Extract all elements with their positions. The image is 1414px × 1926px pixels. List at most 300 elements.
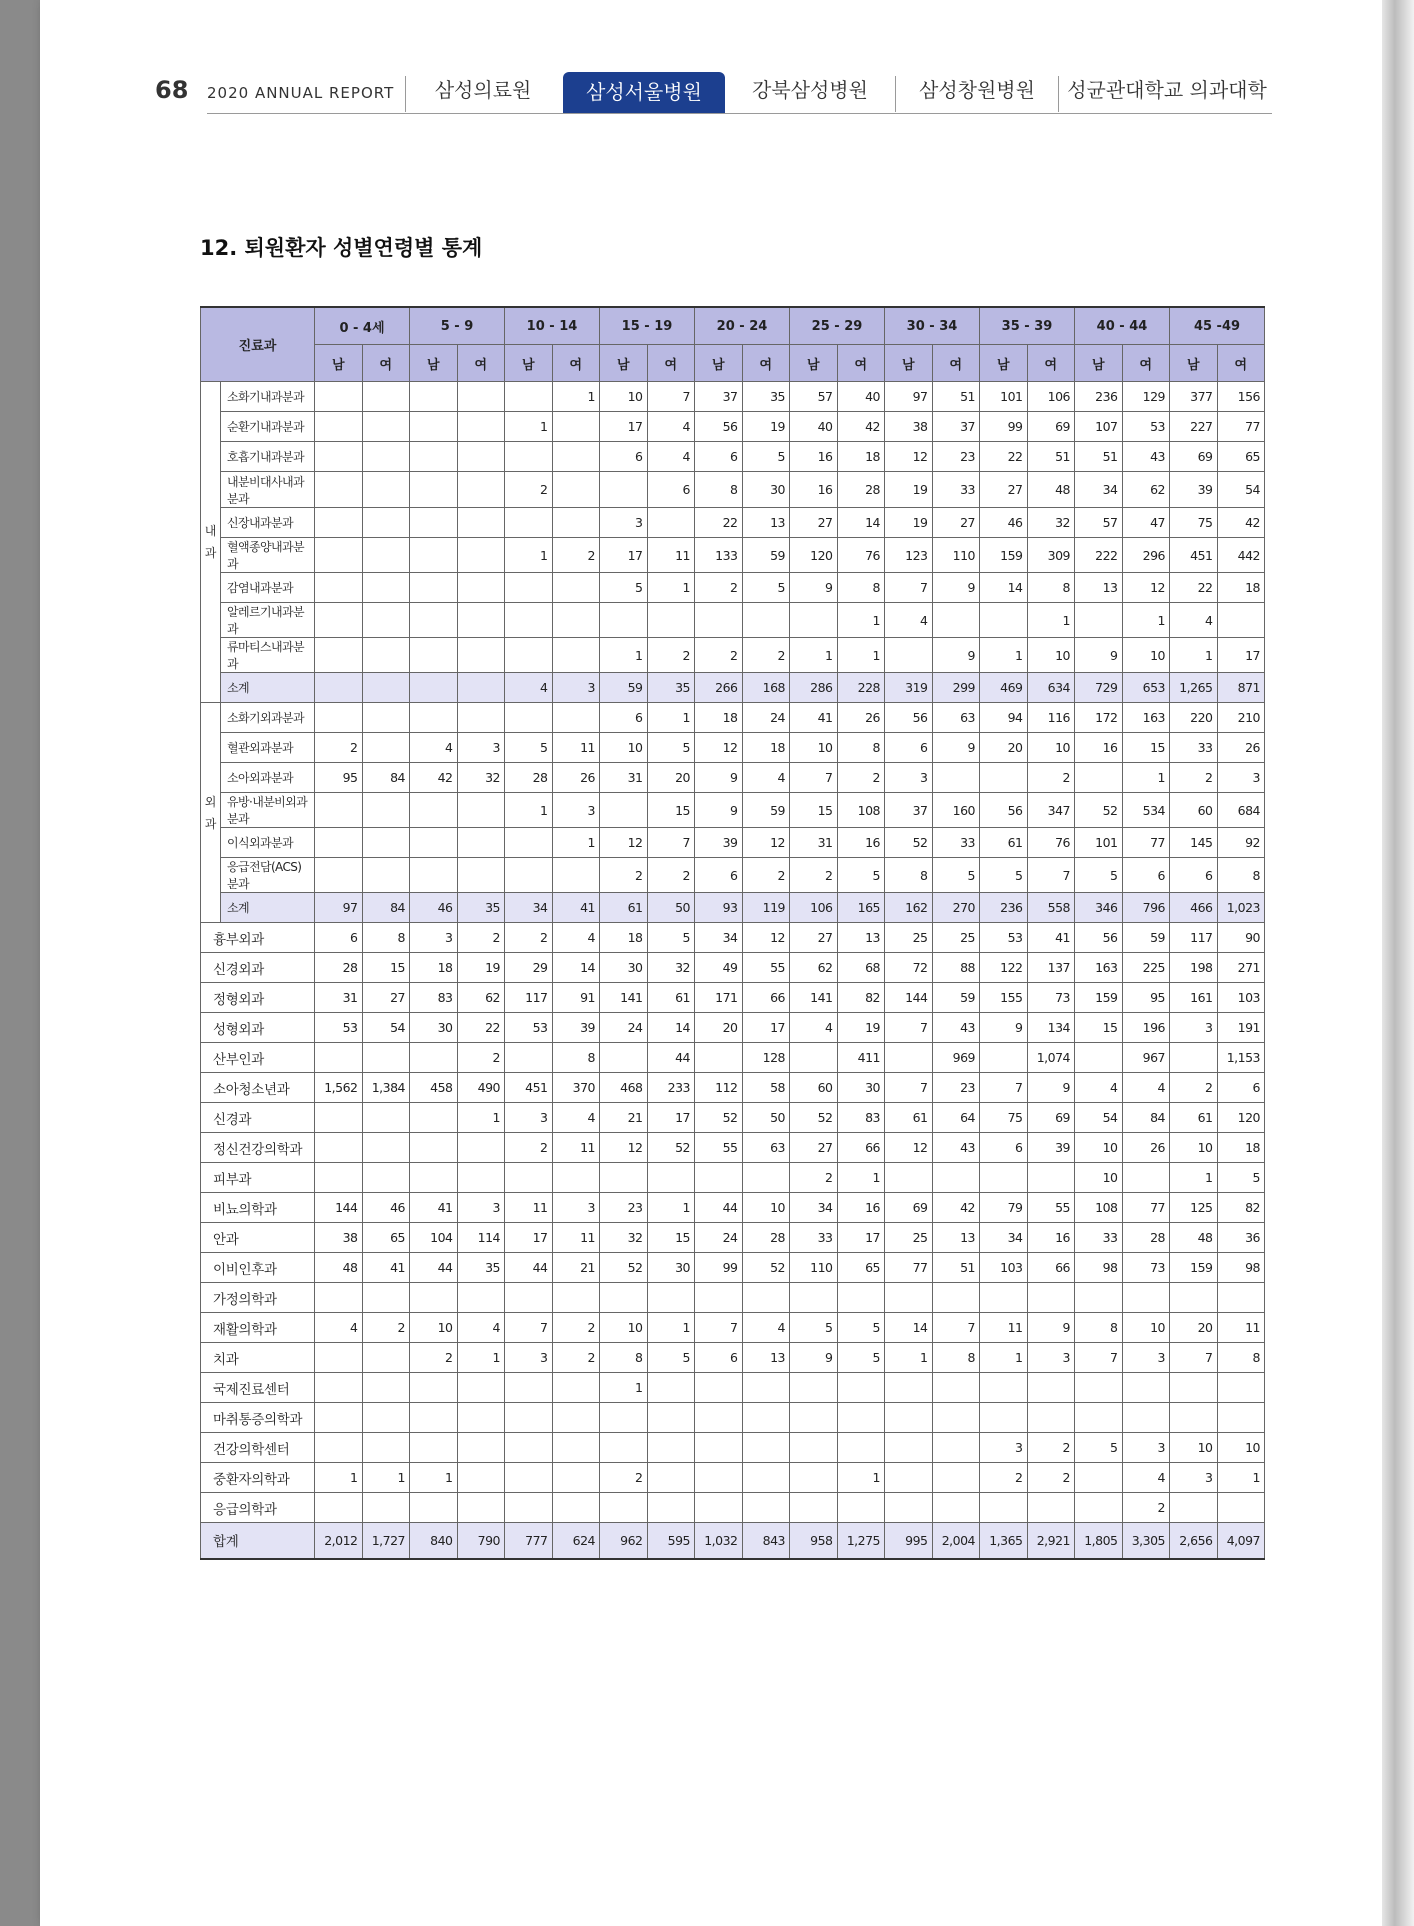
value-cell: 7	[980, 1073, 1028, 1103]
value-cell	[362, 1043, 410, 1073]
age-group-header: 45 -49	[1170, 307, 1265, 345]
value-cell	[552, 1373, 600, 1403]
value-cell: 52	[742, 1253, 790, 1283]
value-cell	[552, 573, 600, 603]
value-cell	[362, 412, 410, 442]
value-cell	[410, 573, 458, 603]
value-cell	[457, 1433, 505, 1463]
dept-name: 응급의학과	[201, 1493, 315, 1523]
value-cell: 840	[410, 1523, 458, 1559]
age-group-header: 10 - 14	[505, 307, 600, 345]
value-cell: 1	[1122, 603, 1170, 638]
value-cell	[552, 1493, 600, 1523]
value-cell: 2,656	[1170, 1523, 1218, 1559]
value-cell: 10	[1170, 1133, 1218, 1163]
value-cell: 9	[790, 573, 838, 603]
value-cell: 40	[837, 382, 885, 412]
value-cell: 18	[410, 953, 458, 983]
value-cell	[980, 1403, 1028, 1433]
value-cell	[362, 472, 410, 508]
value-cell: 225	[1122, 953, 1170, 983]
value-cell: 12	[695, 733, 743, 763]
value-cell	[410, 673, 458, 703]
value-cell	[695, 1043, 743, 1073]
value-cell	[647, 1463, 695, 1493]
value-cell: 59	[932, 983, 980, 1013]
table-row	[201, 1223, 1265, 1253]
value-cell	[885, 1403, 933, 1433]
tab-kangbuk-samsung-hospital[interactable]: 강북삼성병원	[752, 78, 868, 102]
value-cell: 38	[315, 1223, 363, 1253]
dept-name: 이비인후과	[201, 1253, 315, 1283]
dept-name: 신장내과분과	[221, 508, 315, 538]
value-cell	[932, 603, 980, 638]
value-cell	[837, 1433, 885, 1463]
value-cell: 110	[932, 538, 980, 573]
dept-name: 건강의학센터	[201, 1433, 315, 1463]
value-cell	[362, 1403, 410, 1433]
value-cell	[362, 382, 410, 412]
value-cell	[410, 442, 458, 472]
value-cell	[362, 1103, 410, 1133]
value-cell	[552, 603, 600, 638]
value-cell: 2	[505, 923, 553, 953]
value-cell: 35	[457, 893, 505, 923]
value-cell: 7	[885, 1013, 933, 1043]
value-cell: 20	[1170, 1313, 1218, 1343]
value-cell: 8	[1075, 1313, 1123, 1343]
table-row	[201, 858, 1265, 893]
header-separator	[405, 76, 406, 112]
value-cell: 112	[695, 1073, 743, 1103]
value-cell	[315, 1493, 363, 1523]
value-cell: 1	[837, 1463, 885, 1493]
value-cell: 11	[505, 1193, 553, 1223]
value-cell: 469	[980, 673, 1028, 703]
value-cell	[362, 508, 410, 538]
value-cell	[457, 1163, 505, 1193]
value-cell: 65	[1217, 442, 1265, 472]
value-cell: 1	[315, 1463, 363, 1493]
tab-samsung-medical-center[interactable]: 삼성의료원	[434, 78, 532, 102]
value-cell	[790, 1433, 838, 1463]
header-rule	[207, 113, 1272, 114]
value-cell	[410, 828, 458, 858]
dept-name: 가정의학과	[201, 1283, 315, 1313]
value-cell	[790, 603, 838, 638]
value-cell: 10	[600, 1313, 648, 1343]
value-cell	[410, 508, 458, 538]
dept-name: 흉부외과	[201, 923, 315, 953]
header-separator	[1058, 76, 1059, 112]
value-cell	[980, 763, 1028, 793]
value-cell: 684	[1217, 793, 1265, 828]
value-cell: 995	[885, 1523, 933, 1559]
value-cell: 2	[552, 1343, 600, 1373]
value-cell	[362, 858, 410, 893]
value-cell: 16	[837, 1193, 885, 1223]
dept-name: 산부인과	[201, 1043, 315, 1073]
value-cell: 1,074	[1027, 1043, 1075, 1073]
value-cell: 54	[1217, 472, 1265, 508]
value-cell: 52	[600, 1253, 648, 1283]
table-row	[201, 923, 1265, 953]
value-cell: 2	[505, 1133, 553, 1163]
value-cell	[457, 1133, 505, 1163]
value-cell: 10	[410, 1313, 458, 1343]
dept-name: 류마티스내과분과	[221, 638, 315, 673]
dept-name: 이식외과분과	[221, 828, 315, 858]
group-surgery	[201, 703, 221, 923]
value-cell: 16	[790, 442, 838, 472]
value-cell: 1	[647, 703, 695, 733]
value-cell: 63	[932, 703, 980, 733]
value-cell	[695, 1283, 743, 1313]
value-cell: 60	[1170, 793, 1218, 828]
value-cell: 1	[505, 412, 553, 442]
table-row	[201, 638, 1265, 673]
value-cell: 27	[790, 508, 838, 538]
value-cell: 22	[980, 442, 1028, 472]
value-cell: 7	[932, 1313, 980, 1343]
value-cell: 222	[1075, 538, 1123, 573]
sex-header: 여	[552, 345, 600, 382]
value-cell	[505, 858, 553, 893]
value-cell: 3	[1217, 763, 1265, 793]
value-cell: 12	[742, 828, 790, 858]
value-cell: 10	[1122, 1313, 1170, 1343]
value-cell: 30	[647, 1253, 695, 1283]
value-cell: 8	[1217, 858, 1265, 893]
value-cell: 4	[552, 923, 600, 953]
value-cell	[837, 1373, 885, 1403]
value-cell: 61	[600, 893, 648, 923]
table-row	[201, 573, 1265, 603]
value-cell: 27	[932, 508, 980, 538]
value-cell: 8	[885, 858, 933, 893]
value-cell	[457, 538, 505, 573]
dept-name: 혈관외과분과	[221, 733, 315, 763]
value-cell	[742, 1283, 790, 1313]
value-cell: 36	[1217, 1223, 1265, 1253]
value-cell: 55	[742, 953, 790, 983]
value-cell	[362, 603, 410, 638]
value-cell: 110	[790, 1253, 838, 1283]
value-cell: 14	[647, 1013, 695, 1043]
sex-header: 남	[695, 345, 743, 382]
value-cell	[410, 1493, 458, 1523]
value-cell: 57	[790, 382, 838, 412]
value-cell: 1	[552, 382, 600, 412]
value-cell	[362, 1433, 410, 1463]
value-cell	[932, 1373, 980, 1403]
value-cell: 13	[1075, 573, 1123, 603]
value-cell: 42	[837, 412, 885, 442]
value-cell: 16	[837, 828, 885, 858]
value-cell: 9	[980, 1013, 1028, 1043]
value-cell: 98	[1217, 1253, 1265, 1283]
value-cell: 2	[790, 1163, 838, 1193]
sex-header: 남	[1075, 345, 1123, 382]
value-cell: 2	[315, 733, 363, 763]
value-cell: 141	[600, 983, 648, 1013]
value-cell	[505, 1373, 553, 1403]
value-cell: 1	[980, 1343, 1028, 1373]
value-cell: 15	[1075, 1013, 1123, 1043]
value-cell: 63	[742, 1133, 790, 1163]
value-cell	[932, 1433, 980, 1463]
value-cell: 1	[552, 828, 600, 858]
value-cell	[885, 638, 933, 673]
value-cell: 3	[505, 1103, 553, 1133]
value-cell: 20	[695, 1013, 743, 1043]
value-cell: 12	[600, 1133, 648, 1163]
value-cell: 168	[742, 673, 790, 703]
value-cell: 790	[457, 1523, 505, 1559]
value-cell: 6	[980, 1133, 1028, 1163]
value-cell: 2	[1122, 1493, 1170, 1523]
value-cell: 3	[552, 673, 600, 703]
value-cell: 94	[980, 703, 1028, 733]
dept-name: 국제진료센터	[201, 1373, 315, 1403]
value-cell: 14	[552, 953, 600, 983]
value-cell: 97	[315, 893, 363, 923]
value-cell	[552, 412, 600, 442]
value-cell: 2,921	[1027, 1523, 1075, 1559]
value-cell: 2	[457, 923, 505, 953]
value-cell: 17	[600, 538, 648, 573]
value-cell: 62	[790, 953, 838, 983]
value-cell: 7	[1075, 1343, 1123, 1373]
value-cell: 92	[1217, 828, 1265, 858]
value-cell	[362, 828, 410, 858]
tab-samsung-changwon-hospital[interactable]: 삼성창원병원	[919, 78, 1035, 102]
value-cell: 1	[1217, 1463, 1265, 1493]
value-cell: 8	[600, 1343, 648, 1373]
value-cell: 8	[837, 573, 885, 603]
value-cell	[457, 858, 505, 893]
value-cell: 227	[1170, 412, 1218, 442]
value-cell: 19	[742, 412, 790, 442]
value-cell	[742, 1493, 790, 1523]
value-cell: 6	[1217, 1073, 1265, 1103]
value-cell: 6	[600, 442, 648, 472]
value-cell: 60	[790, 1073, 838, 1103]
value-cell	[362, 1373, 410, 1403]
value-cell	[600, 1433, 648, 1463]
value-cell: 160	[932, 793, 980, 828]
sex-header: 남	[315, 345, 363, 382]
value-cell: 42	[932, 1193, 980, 1223]
table-row	[201, 1463, 1265, 1493]
value-cell	[742, 1463, 790, 1493]
value-cell: 271	[1217, 953, 1265, 983]
value-cell: 624	[552, 1523, 600, 1559]
sex-header: 남	[600, 345, 648, 382]
value-cell: 119	[742, 893, 790, 923]
value-cell: 37	[695, 382, 743, 412]
table-header-row	[201, 345, 1265, 382]
value-cell	[362, 1343, 410, 1373]
dept-name: 알레르기내과분과	[221, 603, 315, 638]
value-cell	[505, 1493, 553, 1523]
value-cell	[600, 1493, 648, 1523]
value-cell	[457, 1493, 505, 1523]
value-cell: 62	[457, 983, 505, 1013]
value-cell: 10	[1170, 1433, 1218, 1463]
dept-name: 감염내과분과	[221, 573, 315, 603]
value-cell: 26	[837, 703, 885, 733]
value-cell	[1075, 1463, 1123, 1493]
value-cell	[410, 1403, 458, 1433]
value-cell: 145	[1170, 828, 1218, 858]
value-cell: 26	[552, 763, 600, 793]
age-group-header: 25 - 29	[790, 307, 885, 345]
value-cell: 41	[1027, 923, 1075, 953]
value-cell: 66	[742, 983, 790, 1013]
value-cell: 3	[600, 508, 648, 538]
value-cell	[315, 603, 363, 638]
value-cell: 46	[980, 508, 1028, 538]
value-cell: 3,305	[1122, 1523, 1170, 1559]
value-cell: 266	[695, 673, 743, 703]
value-cell: 3	[505, 1343, 553, 1373]
value-cell: 1	[647, 1193, 695, 1223]
value-cell: 7	[1027, 858, 1075, 893]
tab-samsung-seoul-hospital[interactable]: 삼성서울병원	[563, 72, 725, 114]
value-cell	[362, 1283, 410, 1313]
value-cell: 10	[1217, 1433, 1265, 1463]
age-group-header: 40 - 44	[1075, 307, 1170, 345]
value-cell	[1122, 1403, 1170, 1433]
value-cell: 51	[932, 1253, 980, 1283]
value-cell	[315, 412, 363, 442]
value-cell	[552, 508, 600, 538]
value-cell	[457, 1283, 505, 1313]
value-cell: 9	[790, 1343, 838, 1373]
value-cell	[410, 1433, 458, 1463]
value-cell: 25	[885, 1223, 933, 1253]
value-cell	[315, 638, 363, 673]
value-cell	[457, 673, 505, 703]
value-cell: 1	[600, 1373, 648, 1403]
value-cell: 3	[410, 923, 458, 953]
value-cell: 13	[932, 1223, 980, 1253]
value-cell: 377	[1170, 382, 1218, 412]
value-cell: 1	[790, 638, 838, 673]
value-cell: 30	[837, 1073, 885, 1103]
value-cell: 347	[1027, 793, 1075, 828]
sex-header: 여	[457, 345, 505, 382]
value-cell: 117	[505, 983, 553, 1013]
value-cell	[932, 763, 980, 793]
value-cell: 1	[837, 603, 885, 638]
value-cell: 55	[1027, 1193, 1075, 1223]
value-cell: 99	[980, 412, 1028, 442]
value-cell	[885, 1463, 933, 1493]
value-cell: 44	[410, 1253, 458, 1283]
value-cell: 8	[695, 472, 743, 508]
value-cell: 1	[1170, 638, 1218, 673]
value-cell	[457, 1403, 505, 1433]
value-cell: 123	[885, 538, 933, 573]
subtotal-row	[201, 893, 1265, 923]
value-cell: 39	[1027, 1133, 1075, 1163]
value-cell: 16	[1027, 1223, 1075, 1253]
value-cell: 40	[790, 412, 838, 442]
value-cell: 309	[1027, 538, 1075, 573]
value-cell	[1217, 1373, 1265, 1403]
value-cell	[647, 1403, 695, 1433]
value-cell: 2,012	[315, 1523, 363, 1559]
value-cell: 93	[695, 893, 743, 923]
value-cell: 210	[1217, 703, 1265, 733]
value-cell	[600, 1403, 648, 1433]
value-cell: 62	[1122, 472, 1170, 508]
value-cell: 1,805	[1075, 1523, 1123, 1559]
age-group-header: 35 - 39	[980, 307, 1075, 345]
value-cell	[552, 1433, 600, 1463]
value-cell: 3	[885, 763, 933, 793]
value-cell: 7	[695, 1313, 743, 1343]
value-cell: 1	[362, 1463, 410, 1493]
value-cell: 95	[315, 763, 363, 793]
value-cell: 134	[1027, 1013, 1075, 1043]
value-cell: 1,032	[695, 1523, 743, 1559]
tab-skku-medicine[interactable]: 성균관대학교 의과대학	[1067, 78, 1267, 102]
value-cell: 6	[695, 1343, 743, 1373]
value-cell: 103	[980, 1253, 1028, 1283]
value-cell: 18	[1217, 1133, 1265, 1163]
value-cell	[457, 1463, 505, 1493]
value-cell: 51	[932, 382, 980, 412]
value-cell: 61	[885, 1103, 933, 1133]
value-cell	[362, 442, 410, 472]
value-cell	[885, 1433, 933, 1463]
value-cell: 52	[1075, 793, 1123, 828]
value-cell: 44	[647, 1043, 695, 1073]
value-cell: 796	[1122, 893, 1170, 923]
value-cell: 156	[1217, 382, 1265, 412]
value-cell: 4	[647, 442, 695, 472]
value-cell: 44	[695, 1193, 743, 1223]
value-cell: 270	[932, 893, 980, 923]
value-cell: 90	[1217, 923, 1265, 953]
value-cell: 777	[505, 1523, 553, 1559]
table-row	[201, 1433, 1265, 1463]
value-cell	[505, 703, 553, 733]
value-cell	[932, 1403, 980, 1433]
value-cell: 108	[1075, 1193, 1123, 1223]
value-cell: 159	[980, 538, 1028, 573]
value-cell: 13	[742, 508, 790, 538]
value-cell: 12	[1122, 573, 1170, 603]
value-cell: 114	[457, 1223, 505, 1253]
value-cell: 4	[1170, 603, 1218, 638]
value-cell	[410, 1373, 458, 1403]
value-cell: 11	[980, 1313, 1028, 1343]
value-cell: 129	[1122, 382, 1170, 412]
page-number: 68	[155, 76, 189, 104]
value-cell: 91	[552, 983, 600, 1013]
value-cell: 10	[600, 733, 648, 763]
value-cell: 1	[600, 638, 648, 673]
value-cell	[362, 1163, 410, 1193]
value-cell	[315, 1433, 363, 1463]
value-cell	[315, 442, 363, 472]
value-cell: 18	[1217, 573, 1265, 603]
dept-name: 재활의학과	[201, 1313, 315, 1343]
